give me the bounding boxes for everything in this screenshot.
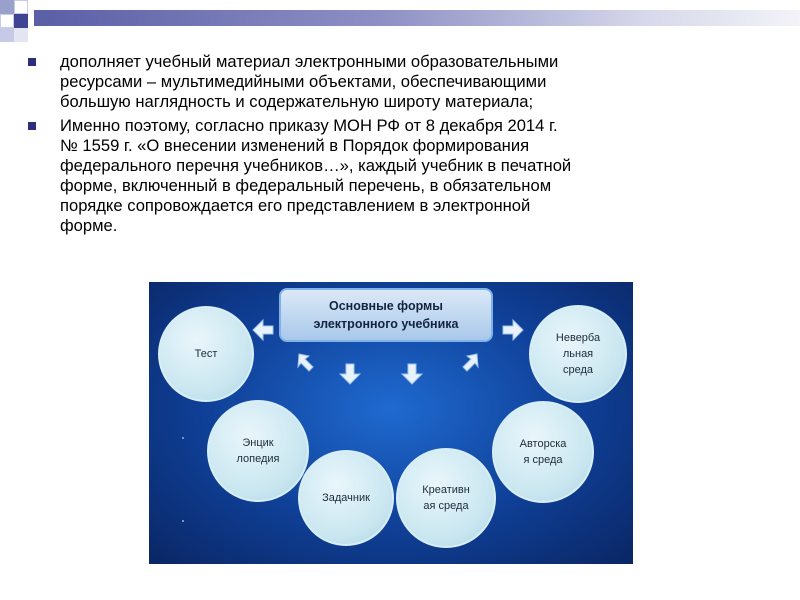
circle-label: Задачник xyxy=(322,492,370,504)
bullet-line: форме, включенный в федеральный перечень, в обязательном xyxy=(60,176,552,195)
circle-label: льная xyxy=(562,348,594,360)
circle-test xyxy=(158,306,254,402)
circle-encyclopedia xyxy=(207,400,309,502)
bullet-line: форме. xyxy=(60,216,118,235)
arrow-left-icon xyxy=(253,320,273,340)
bullet-item xyxy=(28,52,768,112)
circle-creative-environment xyxy=(396,448,496,548)
circle-nonverbal-environment xyxy=(529,305,627,403)
circle-label: я среда xyxy=(523,454,563,466)
circle-label: Неверба xyxy=(555,332,601,344)
bullet-line: порядке сопровождается его представлением в электронной xyxy=(60,196,531,215)
bullet-line: дополняет учебный материал электронными образовательными xyxy=(60,52,559,71)
decor-square xyxy=(0,14,14,28)
bullet-item xyxy=(28,116,768,236)
decor-square xyxy=(14,14,28,28)
bullet-square-icon xyxy=(28,122,36,130)
decor-dot xyxy=(182,437,184,439)
circle-author-environment xyxy=(492,401,594,503)
bullet-list xyxy=(28,52,768,240)
arrow-right-icon xyxy=(503,320,523,340)
diagram-title-line: электронного учебника xyxy=(313,317,459,331)
arrow-down-right-icon xyxy=(463,354,478,371)
bullet-line: ресурсами – мультимедийными объектами, обеспечивающими xyxy=(60,72,547,91)
arrow-down-icon xyxy=(340,364,360,384)
circle-problem-book xyxy=(298,450,394,546)
decor-square xyxy=(14,0,28,14)
bullet-square-icon xyxy=(28,58,36,66)
arrow-down-icon xyxy=(402,364,422,384)
decor-dot xyxy=(182,520,184,522)
circle-label: Авторска xyxy=(519,438,567,450)
bullet-line: Именно поэтому, согласно приказу МОН РФ от 8 декабря 2014 г. xyxy=(60,116,558,135)
circle-label: лопедия xyxy=(236,453,280,465)
circle-label: среда xyxy=(562,364,594,376)
bullet-line: большую наглядность и содержательную широту материала; xyxy=(60,92,534,111)
decor-square xyxy=(0,0,14,14)
diagram-title-line: Основные формы xyxy=(328,299,443,313)
forms-diagram xyxy=(149,282,633,564)
circle-label: Энцик xyxy=(242,437,274,449)
circle-label: ая среда xyxy=(423,500,469,512)
circle-label: Тест xyxy=(194,348,218,360)
bullet-line: федерального перечня учебников…», каждый учебник в печатной xyxy=(60,156,572,175)
diagram-title xyxy=(279,288,493,342)
arrow-down-left-icon xyxy=(298,354,313,371)
circle-label: Креативн xyxy=(422,484,470,496)
header-gradient-bar xyxy=(34,10,800,26)
decor-square xyxy=(0,28,14,42)
bullet-line: № 1559 г. «О внесении изменений в Порядок формирования xyxy=(60,136,530,155)
decor-square xyxy=(14,28,28,42)
